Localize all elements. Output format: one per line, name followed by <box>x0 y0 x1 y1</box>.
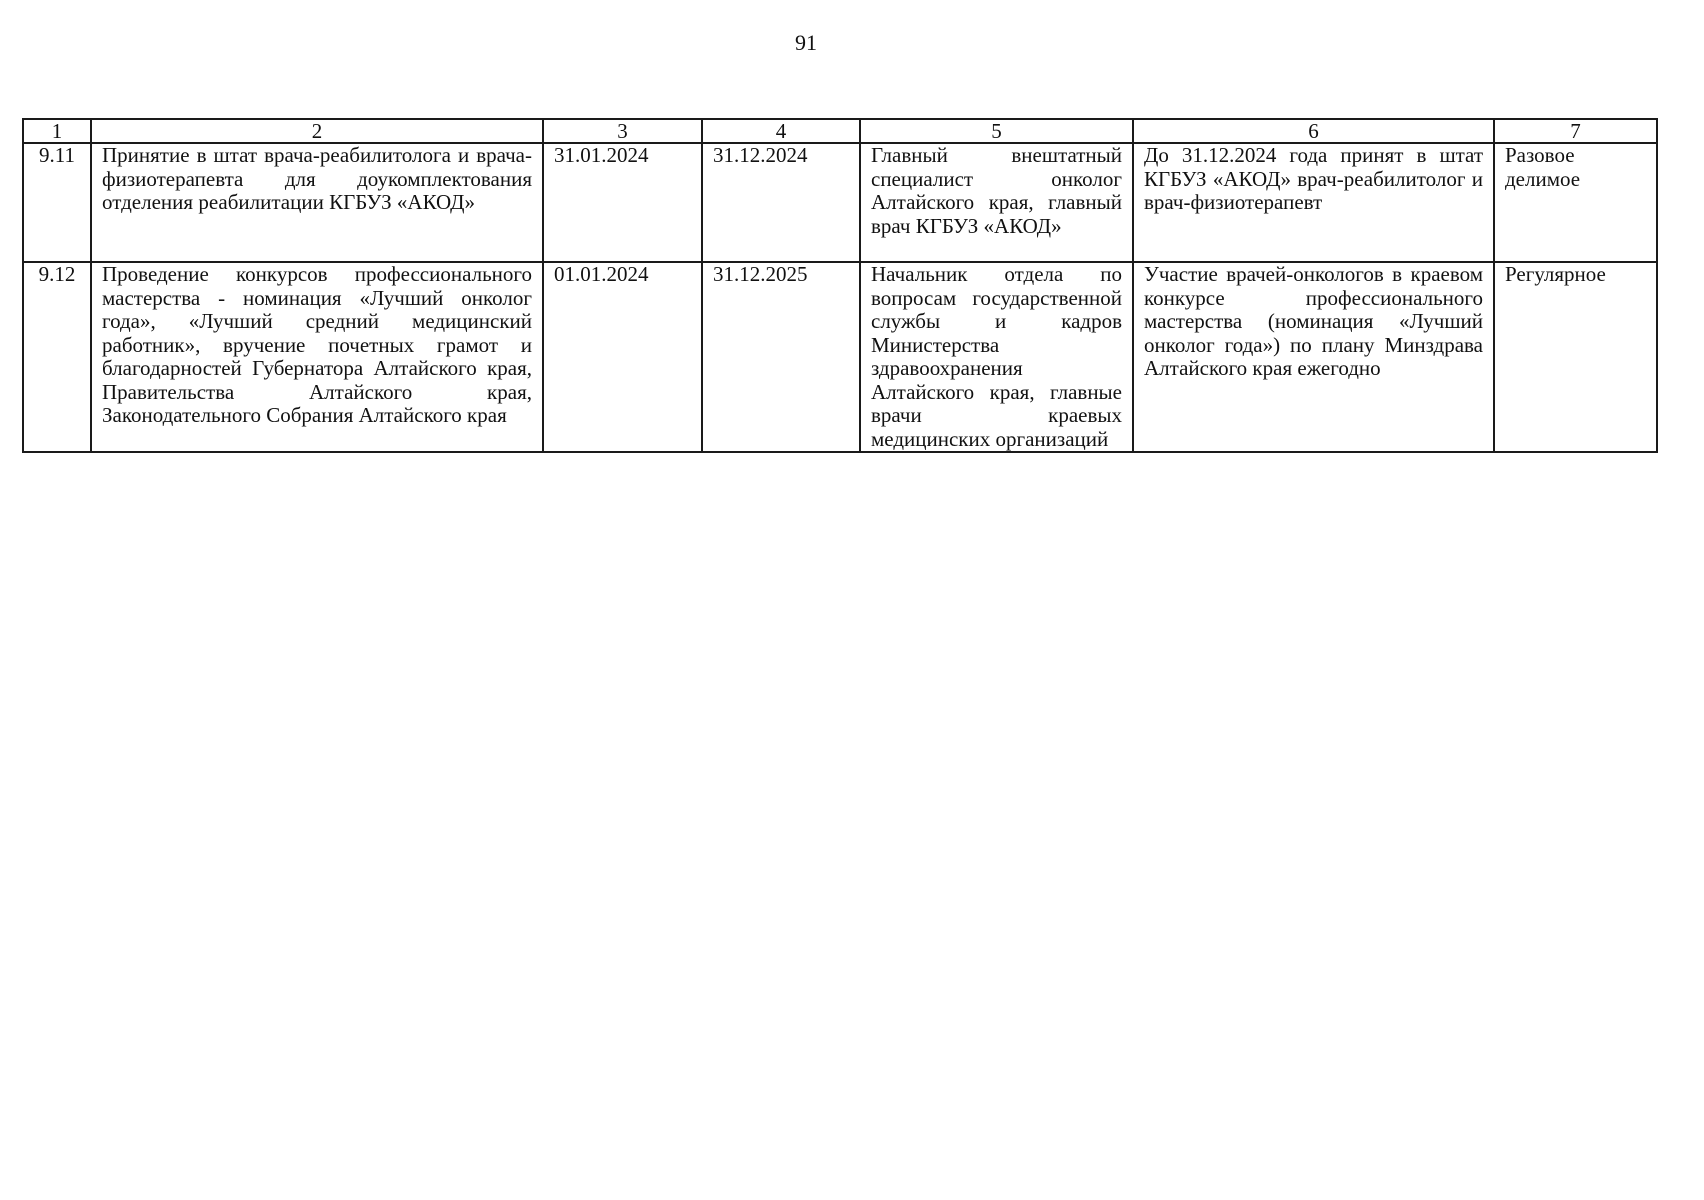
column-header: 6 <box>1133 119 1494 143</box>
result-cell: Участие врачей-онкологов в краевом конкурсе профессионального мастерства (номинация «Лучший онколог года») по плану Минздрава Алтайского края ежегодно <box>1133 262 1494 452</box>
column-header: 3 <box>543 119 702 143</box>
table-header-row <box>23 119 1657 143</box>
type-cell: Разовое делимое <box>1494 143 1657 262</box>
column-header: 4 <box>702 119 860 143</box>
end-date-cell: 31.12.2024 <box>702 143 860 262</box>
column-header: 1 <box>23 119 91 143</box>
column-header: 5 <box>860 119 1133 143</box>
result-cell: До 31.12.2024 года принят в штат КГБУЗ «АКОД» врач-реабилитолог и врач-физиотерапевт <box>1133 143 1494 262</box>
column-header: 2 <box>91 119 543 143</box>
row-number: 9.12 <box>23 262 91 452</box>
responsible-cell: Начальник отдела по вопросам государственной службы и кадров Министерства здравоохранения Алтайского края, главные врачи краевых медицинских организаций <box>860 262 1133 452</box>
start-date-cell: 01.01.2024 <box>543 262 702 452</box>
event-cell: Проведение конкурсов профессионального мастерства - номинация «Лучший онколог года», «Лучший средний медицинский работник», вручение почетных грамот и благодарностей Губернатора Алтайского края, Правительства Алтайского края, Законодательного Собрания Алтайского края <box>91 262 543 452</box>
table-row <box>23 143 1657 262</box>
type-cell: Регулярное <box>1494 262 1657 452</box>
table-row <box>23 262 1657 452</box>
plan-table <box>22 118 1658 453</box>
end-date-cell: 31.12.2025 <box>702 262 860 452</box>
start-date-cell: 31.01.2024 <box>543 143 702 262</box>
responsible-cell: Главный внештатный специалист онколог Алтайского края, главный врач КГБУЗ «АКОД» <box>860 143 1133 262</box>
row-number: 9.11 <box>23 143 91 262</box>
page-number: 91 <box>795 30 817 55</box>
column-header: 7 <box>1494 119 1657 143</box>
event-cell: Принятие в штат врача-реабилитолога и врача-физиотерапевта для доукомплектования отделения реабилитации КГБУЗ «АКОД» <box>91 143 543 262</box>
